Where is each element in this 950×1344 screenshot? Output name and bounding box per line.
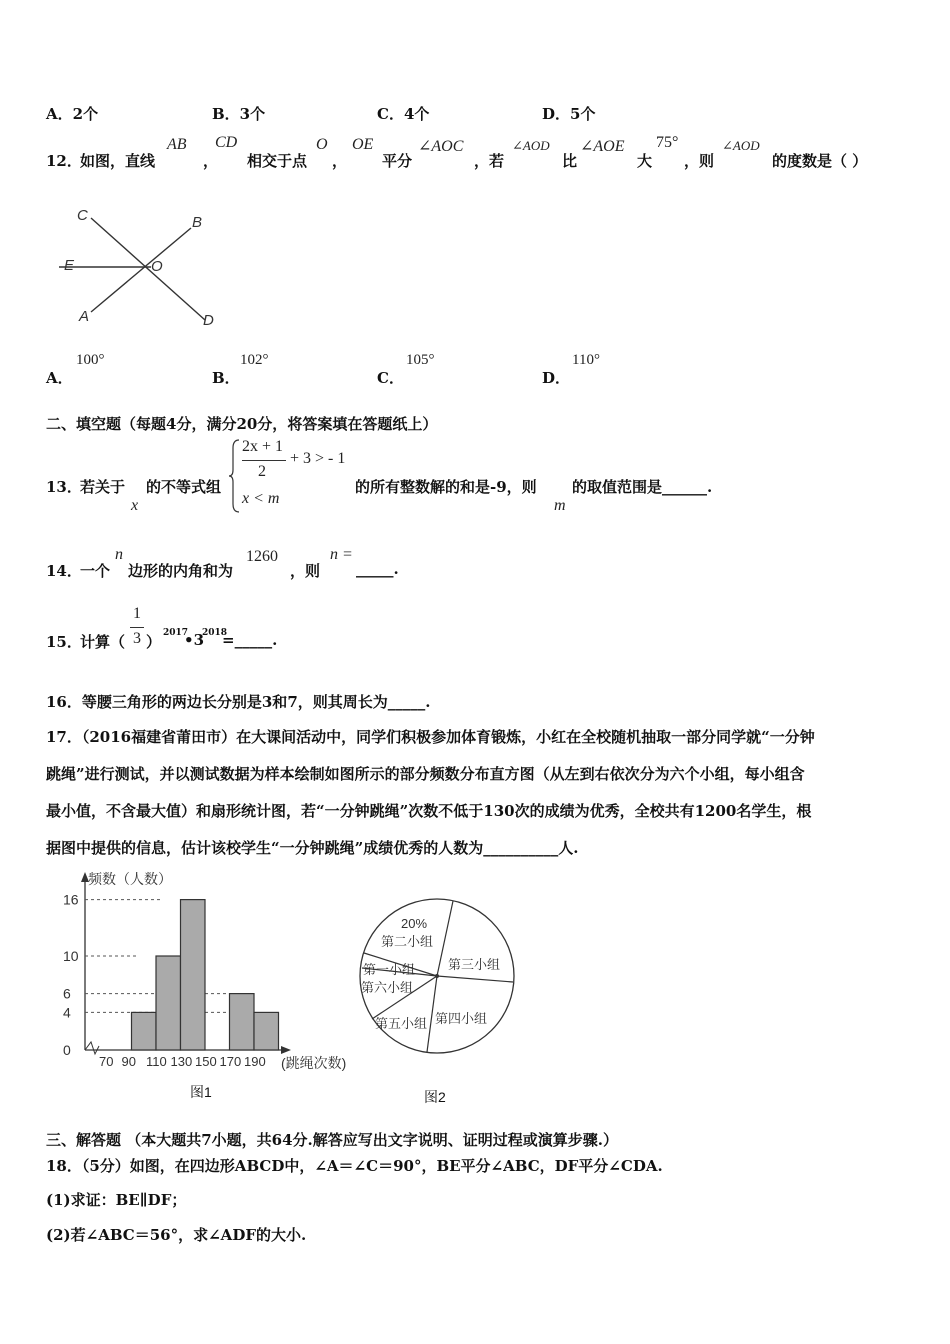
q12-option-d-label: D． bbox=[542, 369, 571, 387]
q13-var-x: x bbox=[131, 497, 139, 514]
q16-text: 16．等腰三角形的两边长分别是3和7，则其周长为_____. bbox=[46, 693, 431, 711]
q14-value: 1260 bbox=[246, 548, 278, 565]
q12-text-7: ，则 bbox=[684, 152, 715, 170]
q14-text-1: 一个 bbox=[80, 562, 111, 580]
q11-option-a: A．2个 bbox=[46, 105, 99, 123]
q15-exp-1: 2017 bbox=[163, 628, 189, 638]
y-tick-6: 6 bbox=[63, 985, 71, 1002]
q13-denominator: 2 bbox=[258, 463, 266, 480]
q17-line-2: 跳绳”进行测试，并以测试数据为样本绘制如图所示的部分频数分布直方图（从左到右依次分为六个小组，每小组含 bbox=[46, 765, 805, 783]
label-b: B bbox=[192, 214, 203, 231]
q13-fraction-bar bbox=[242, 460, 286, 461]
pie-label-group-6: 第六小组 bbox=[361, 980, 414, 995]
q14-var-n: n bbox=[115, 546, 123, 563]
q11-option-b: B．3个 bbox=[212, 105, 266, 123]
x-tick-90: 90 bbox=[121, 1054, 136, 1069]
pie-center bbox=[435, 974, 439, 978]
q17-line-1: 17．（2016福建省莆田市）在大课间活动中，同学们积极参加体育锻炼，小红在全校随机抽取一部分同学就“一分钟 bbox=[46, 728, 815, 746]
bar-170-190 bbox=[254, 1012, 279, 1050]
q12-text-5: 比 bbox=[562, 152, 578, 170]
line-cd bbox=[91, 218, 205, 320]
bar-130-150 bbox=[181, 900, 206, 1050]
q12-option-b-value: 102° bbox=[240, 352, 269, 368]
q15-frac-denominator: 3 bbox=[133, 630, 141, 647]
histogram-chart bbox=[55, 860, 375, 1110]
q12-text-1: 如图，直线 bbox=[80, 152, 156, 170]
bar-90-110 bbox=[132, 1012, 157, 1050]
x-tick-110: 110 bbox=[146, 1054, 167, 1069]
q12-math-oe: OE bbox=[352, 136, 374, 153]
q12-figure bbox=[55, 200, 235, 330]
q14-text-2: 边形的内角和为 bbox=[128, 562, 234, 580]
q12-math-ab: AB bbox=[167, 136, 187, 153]
y-tick-10: 10 bbox=[63, 948, 79, 964]
q13-text-4: 的取值范围是______. bbox=[572, 478, 713, 496]
pie-chart bbox=[355, 896, 525, 1066]
bar-150-170 bbox=[230, 994, 255, 1050]
q18-line-1: 18．（5分）如图，在四边形ABCD中，∠A＝∠C＝90°，BE平分∠ABC，DF平分∠CDA. bbox=[46, 1157, 663, 1175]
x-axis-arrow bbox=[281, 1046, 291, 1054]
q14-n-equals: n = bbox=[330, 546, 353, 563]
q12-text-4: ，若 bbox=[474, 152, 505, 170]
q15-text-2: ） bbox=[146, 633, 162, 651]
q12-text-2: 相交于点 bbox=[247, 152, 308, 170]
label-o: O bbox=[151, 258, 163, 275]
q13-second-inequality: x < m bbox=[242, 490, 280, 507]
q14-text-3: ，则 bbox=[290, 562, 321, 580]
q15-fraction-bar bbox=[130, 627, 144, 628]
q15-blank: =_____. bbox=[222, 631, 278, 649]
q12-option-d-value: 110° bbox=[572, 352, 600, 368]
pie-label-group-1: 第一小组 bbox=[363, 962, 416, 977]
q12-math-o: O bbox=[316, 136, 328, 153]
y-tick-0: 0 bbox=[63, 1042, 71, 1058]
q12-option-b-label: B． bbox=[212, 369, 240, 387]
q12-math-aoc: ∠AOC bbox=[418, 138, 464, 155]
q12-math-aod: ∠AOD bbox=[512, 138, 550, 153]
q13-numerator: 2x + 1 bbox=[242, 438, 284, 455]
axis-break bbox=[85, 1042, 99, 1054]
q12-text-8: 的度数是（ ） bbox=[772, 152, 868, 170]
line-ab bbox=[91, 228, 191, 312]
q14-blank: _____. bbox=[356, 560, 399, 578]
q18-line-3: (2)若∠ABC＝56°，求∠ADF的大小. bbox=[46, 1226, 307, 1244]
x-tick-70: 70 bbox=[99, 1054, 114, 1069]
q12-option-c-value: 105° bbox=[406, 352, 435, 368]
q12-option-a-label: A． bbox=[46, 369, 73, 387]
q13-text-3: 的所有整数解的和是-9，则 bbox=[355, 478, 537, 496]
q13-text-1: 若关于 bbox=[80, 478, 126, 496]
pie-percent-20: 20% bbox=[401, 916, 428, 931]
q13-text-2: 的不等式组 bbox=[146, 478, 222, 496]
q12-comma-1: ， bbox=[203, 152, 219, 170]
x-tick-130: 130 bbox=[170, 1054, 193, 1069]
figure-1-caption: 图1 bbox=[190, 1084, 212, 1100]
y-axis-label: 频数（人数） bbox=[88, 871, 172, 887]
q12-option-c-label: C． bbox=[377, 369, 404, 387]
q12-text-3: 平分 bbox=[382, 152, 413, 170]
label-a: A bbox=[79, 308, 90, 325]
q12-math-aod-2: ∠AOD bbox=[722, 138, 760, 153]
q13-var-m: m bbox=[554, 497, 566, 514]
pie-label-group-2: 第二小组 bbox=[381, 934, 434, 949]
q17-line-4: 据图中提供的信息，估计该校学生“一分钟跳绳”成绩优秀的人数为__________人. bbox=[46, 839, 579, 857]
q18-line-2: (1)求证：BE∥DF； bbox=[46, 1191, 187, 1209]
q12-math-aoe: ∠AOE bbox=[580, 138, 625, 155]
q12-text-6: 大 bbox=[637, 152, 653, 170]
x-tick-190: 190 bbox=[244, 1054, 266, 1069]
q15-number: 15． bbox=[46, 633, 82, 651]
figure-2-caption: 图2 bbox=[424, 1089, 446, 1105]
pie-label-group-5: 第五小组 bbox=[375, 1016, 428, 1031]
label-c: C bbox=[77, 207, 88, 224]
q15-frac-numerator: 1 bbox=[133, 605, 141, 622]
q13-number: 13． bbox=[46, 478, 82, 496]
q11-option-d: D．5个 bbox=[542, 105, 596, 123]
section-2-heading: 二、填空题（每题4分，满分20分，将答案填在答题纸上） bbox=[46, 415, 438, 433]
q17-line-3: 最小值，不含最大值）和扇形统计图，若“一分钟跳绳”次数不低于130次的成绩为优秀，全校共有1200名学生，根 bbox=[46, 802, 812, 820]
q15-text-1: 计算（ bbox=[80, 633, 126, 651]
pie-label-group-3: 第三小组 bbox=[448, 957, 501, 972]
q12-comma-2: ， bbox=[332, 152, 348, 170]
q11-option-c: C．4个 bbox=[377, 105, 430, 123]
q15-dot3: •3 bbox=[184, 631, 205, 649]
x-tick-150: 150 bbox=[195, 1054, 217, 1069]
q13-brace bbox=[229, 438, 241, 514]
pie-label-group-4: 第四小组 bbox=[435, 1011, 488, 1026]
divider-3-4 bbox=[437, 976, 513, 982]
q12-option-a-value: 100° bbox=[76, 352, 105, 368]
y-tick-16: 16 bbox=[63, 891, 79, 908]
bar-110-130 bbox=[156, 956, 181, 1050]
label-d: D bbox=[203, 312, 214, 329]
y-tick-4: 4 bbox=[63, 1004, 71, 1021]
q13-rest: + 3 > - 1 bbox=[290, 450, 346, 467]
q14-number: 14． bbox=[46, 562, 82, 580]
label-e: E bbox=[64, 257, 75, 274]
q12-number: 12． bbox=[46, 152, 82, 170]
x-tick-170: 170 bbox=[219, 1054, 242, 1069]
q12-math-cd: CD bbox=[215, 134, 238, 151]
q12-math-75: 75° bbox=[656, 134, 679, 151]
x-axis-label: (跳绳次数) bbox=[281, 1055, 347, 1071]
section-3-heading: 三、解答题 （本大题共7小题，共64分.解答应写出文字说明、证明过程或演算步骤.） bbox=[46, 1131, 618, 1149]
q15-exp-2: 2018 bbox=[202, 628, 228, 638]
